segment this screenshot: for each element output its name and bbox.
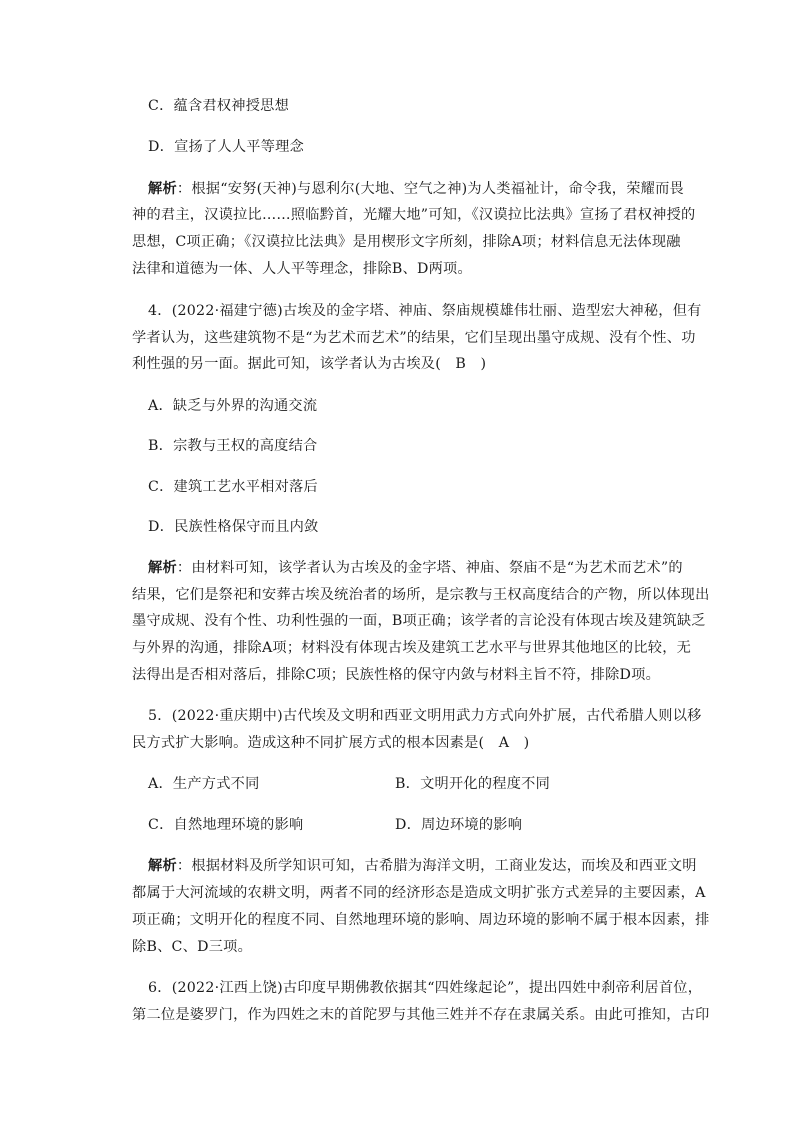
q5-option-d: D．周边环境的影响 bbox=[395, 817, 523, 833]
q4-analysis-line-4: 与外界的沟通，排除A项；材料没有体现古埃及建筑工艺水平与世界其他地区的比较，无 bbox=[132, 640, 692, 656]
q5-option-c: C．自然地理环境的影响 bbox=[148, 817, 304, 833]
q3-analysis-line-1 bbox=[148, 180, 684, 198]
q4-option-d: D．民族性格保守而且内敛 bbox=[148, 519, 319, 535]
q5-analysis-line-3: 项正确；文明开化的程度不同、自然地理环境的影响、周边环境的影响不属于根本因素，排 bbox=[132, 912, 710, 928]
q5-analysis-line-1 bbox=[148, 857, 697, 875]
analysis-text: ：由材料可知，该学者认为古埃及的金字塔、神庙、祭庙不是“为艺术而艺术”的 bbox=[176, 560, 683, 576]
q5-stem-line-2: 民方式扩大影响。造成这种不同扩展方式的根本因素是( A ) bbox=[132, 735, 530, 751]
q5-analysis-line-4: 除B、C、D三项。 bbox=[132, 939, 253, 955]
q4-stem-line-3: 利性强的另一面。据此可知，该学者认为古埃及( B ) bbox=[132, 356, 487, 372]
analysis-label: 解析 bbox=[148, 181, 177, 197]
q4-analysis-line-3: 墨守成规、没有个性、功利性强的一面，B项正确；该学者的言论没有体现古埃及建筑缺乏 bbox=[132, 613, 706, 629]
analysis-text: ：根据材料及所学知识可知，古希腊为海洋文明，工商业发达，而埃及和西亚文明 bbox=[176, 858, 697, 874]
q3-option-d: D．宣扬了人人平等理念 bbox=[148, 139, 305, 155]
q3-analysis-line-3: 思想，C项正确；《汉谟拉比法典》是用楔形文字所刻，排除A项；材料信息无法体现融 bbox=[132, 234, 681, 250]
q4-analysis-line-5: 法得出是否相对落后，排除C项；民族性格的保守内敛与材料主旨不符，排除D项。 bbox=[132, 667, 661, 683]
analysis-text: ：根据“安努(天神)与恩利尔(大地、空气之神)为人类福祉计，命令我，荣耀而畏 bbox=[176, 181, 684, 197]
q5-analysis-line-2: 都属于大河流域的农耕文明，两者不同的经济形态是造成文明扩张方式差异的主要因素，A bbox=[132, 885, 706, 901]
q5-option-a: A．生产方式不同 bbox=[148, 776, 260, 792]
q4-option-b: B．宗教与王权的高度结合 bbox=[148, 438, 318, 454]
q6-stem-line-2: 第二位是婆罗门，作为四姓之末的首陀罗与其他三姓并不存在隶属关系。由此可推知，古印 bbox=[132, 1007, 710, 1023]
q6-stem-line-1: 6．(2022·江西上饶)古印度早期佛教依据其“四姓缘起论”，提出四姓中刹帝利居首位， bbox=[148, 980, 703, 996]
q4-option-c: C．建筑工艺水平相对落后 bbox=[148, 479, 318, 495]
q3-analysis-line-2: 神的君主，汉谟拉比……照临黔首，光耀大地”可知，《汉谟拉比法典》宣扬了君权神授的 bbox=[132, 207, 696, 223]
analysis-label: 解析 bbox=[148, 560, 177, 576]
q4-option-a: A．缺乏与外界的沟通交流 bbox=[148, 398, 318, 414]
q5-option-b: B．文明开化的程度不同 bbox=[395, 776, 551, 792]
q4-analysis-line-1 bbox=[148, 559, 683, 577]
q4-analysis-line-2: 结果，它们是祭祀和安葬古埃及统治者的场所，是宗教与王权高度结合的产物，所以体现出 bbox=[132, 587, 710, 603]
q3-analysis-line-4: 法律和道德为一体、人人平等理念，排除B、D两项。 bbox=[132, 261, 472, 277]
q5-stem-line-1: 5．(2022·重庆期中)古代埃及文明和西亚文明用武力方式向外扩展，古代希腊人则以移 bbox=[148, 708, 702, 724]
q4-stem-line-2: 学者认为，这些建筑物不是“为艺术而艺术”的结果，它们呈现出墨守成规、没有个性、功 bbox=[132, 330, 696, 346]
q4-stem-line-1: 4．(2022·福建宁德)古埃及的金字塔、神庙、祭庙规模雄伟壮丽、造型宏大神秘，但有 bbox=[148, 303, 702, 319]
analysis-label: 解析 bbox=[148, 858, 177, 874]
q3-option-c: C．蕴含君权神授思想 bbox=[148, 98, 290, 114]
